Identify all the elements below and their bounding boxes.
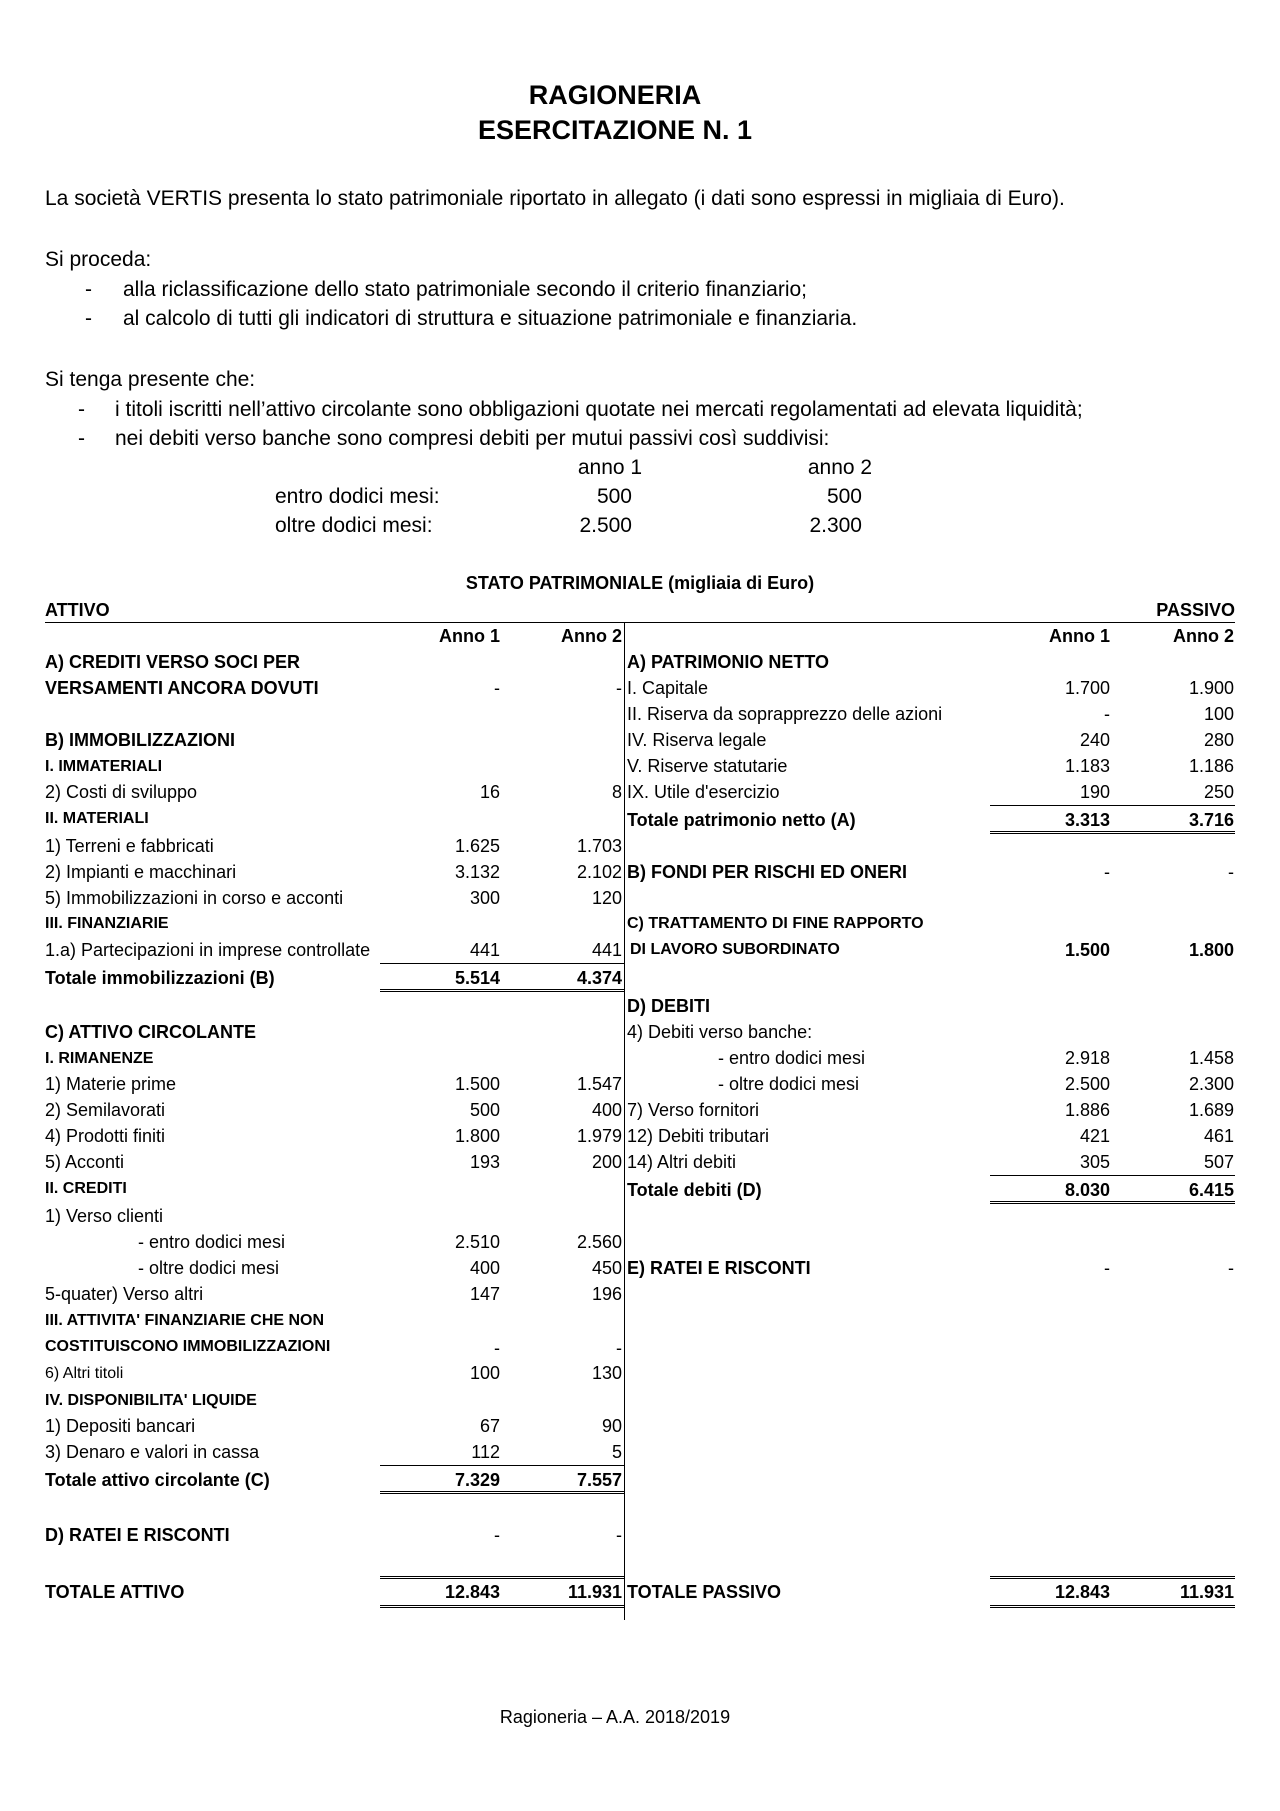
attivo-subtitle: IV. DISPONIBILITA' LIQUIDE — [45, 1392, 257, 1409]
bullet-dash: - — [78, 398, 85, 421]
passivo-value: - — [1104, 1258, 1110, 1278]
attivo-row-label: 5) Acconti — [45, 1152, 125, 1172]
passivo-value: 240 — [1079, 730, 1110, 750]
attivo-value: 1.547 — [576, 1074, 622, 1094]
attivo-value: - — [494, 1338, 500, 1358]
passivo-c-title: C) TRATTAMENTO DI FINE RAPPORTO — [627, 915, 924, 932]
attivo-value: 300 — [469, 888, 500, 908]
total-rule — [380, 1491, 624, 1494]
attivo-value: 120 — [591, 888, 622, 908]
passivo-value: 250 — [1203, 782, 1234, 802]
attivo-subtitle: II. MATERIALI — [45, 810, 149, 827]
attivo-value: 196 — [591, 1284, 622, 1304]
attivo-value: 16 — [479, 782, 500, 802]
passivo-value: 1.800 — [1188, 940, 1234, 960]
attivo-subtitle: III. FINANZIARIE — [45, 915, 169, 932]
passivo-row-label: - oltre dodici mesi — [718, 1074, 860, 1094]
attivo-total-label: Totale attivo circolante (C) — [45, 1470, 270, 1490]
passivo-d-title: D) DEBITI — [627, 996, 710, 1016]
attivo-value: 500 — [469, 1100, 500, 1120]
attivo-row-label: 1.a) Partecipazioni in imprese controllate — [45, 940, 371, 960]
totale-passivo-label: TOTALE PASSIVO — [627, 1582, 782, 1602]
attivo-value: 67 — [479, 1416, 500, 1436]
attivo-value: 400 — [591, 1100, 622, 1120]
passivo-total-value: 3.313 — [1064, 810, 1110, 830]
attivo-total-value: 7.557 — [576, 1470, 622, 1490]
passivo-value: 1.186 — [1188, 756, 1234, 776]
passivo-total-label: Totale debiti (D) — [627, 1180, 762, 1200]
intro-text: La società VERTIS presenta lo stato patrimoniale riportato in allegato (i dati sono espressi in migliaia di Euro). — [45, 187, 1065, 210]
attivo-year2-header: Anno 2 — [561, 626, 622, 646]
passivo-total-value: 6.415 — [1188, 1180, 1234, 1200]
mutui-value: 2.300 — [809, 514, 862, 537]
mutui-value: 2.500 — [579, 514, 632, 537]
doc-title: RAGIONERIA — [528, 80, 702, 110]
mutui-row-label: entro dodici mesi: — [275, 485, 440, 508]
task-lead: Si proceda: — [45, 248, 152, 271]
totale-passivo-value: 11.931 — [1179, 1582, 1234, 1602]
grand-total-rule-bottom — [380, 1605, 624, 1608]
passivo-row-label: IV. Riserva legale — [627, 730, 767, 750]
attivo-subtitle: I. RIMANENZE — [45, 1050, 154, 1067]
attivo-value: 1.625 — [454, 836, 500, 856]
passivo-row-label: V. Riserve statutarie — [627, 756, 788, 776]
attivo-total-value: 4.374 — [576, 968, 622, 988]
attivo-row-label: 2) Semilavorati — [45, 1100, 166, 1120]
passivo-value: 507 — [1203, 1152, 1234, 1172]
passivo-value: 1.900 — [1188, 678, 1234, 698]
passivo-year2-header: Anno 2 — [1173, 626, 1234, 646]
attivo-value: 2.560 — [576, 1232, 622, 1252]
passivo-value: 190 — [1079, 782, 1110, 802]
passivo-e-label: E) RATEI E RISCONTI — [627, 1258, 811, 1278]
attivo-total-value: 5.514 — [454, 968, 500, 988]
attivo-row-label: 5-quater) Verso altri — [45, 1284, 204, 1304]
attivo-row-label: - entro dodici mesi — [138, 1232, 286, 1252]
attivo-value: 1.703 — [576, 836, 622, 856]
attivo-b-title: B) IMMOBILIZZAZIONI — [45, 730, 235, 750]
bullet-dash: - — [85, 307, 92, 330]
subtotal-rule — [380, 963, 624, 964]
attivo-subtitle: III. ATTIVITA' FINANZIARIE CHE NON — [45, 1312, 325, 1329]
grand-total-rule-top — [380, 1576, 624, 1579]
passivo-value: 2.300 — [1188, 1074, 1234, 1094]
total-rule — [990, 831, 1235, 834]
notes-lead: Si tenga presente che: — [45, 368, 256, 391]
attivo-value: 400 — [469, 1258, 500, 1278]
attivo-value: 8 — [611, 782, 622, 802]
passivo-value: - — [1228, 1258, 1234, 1278]
attivo-row-label: 1) Verso clienti — [45, 1206, 164, 1226]
attivo-row-label: 2) Impianti e macchinari — [45, 862, 237, 882]
sp-title: STATO PATRIMONIALE (migliaia di Euro) — [465, 573, 815, 593]
notes-bullet: nei debiti verso banche sono compresi debiti per mutui passivi così suddivisi: — [115, 427, 830, 450]
passivo-value: 421 — [1079, 1126, 1110, 1146]
attivo-value: 147 — [469, 1284, 500, 1304]
attivo-value: 441 — [469, 940, 500, 960]
notes-bullet: i titoli iscritti nell’attivo circolante sono obbligazioni quotate nei mercati regolamentati ad elevata liquidità; — [115, 398, 1083, 421]
passivo-row-label: 7) Verso fornitori — [627, 1100, 760, 1120]
mutui-col2: anno 2 — [807, 456, 873, 479]
passivo-value: 1.458 — [1188, 1048, 1234, 1068]
passivo-value: 1.886 — [1064, 1100, 1110, 1120]
bullet-dash: - — [78, 427, 85, 450]
passivo-b-label: B) FONDI PER RISCHI ED ONERI — [627, 862, 908, 882]
passivo-row-label: - entro dodici mesi — [718, 1048, 866, 1068]
passivo-label: PASSIVO — [1156, 600, 1235, 620]
attivo-row-label: 1) Terreni e fabbricati — [45, 836, 214, 856]
totale-attivo-value: 12.843 — [444, 1582, 500, 1602]
passivo-total-label: Totale patrimonio netto (A) — [627, 810, 856, 830]
passivo-c-title: DI LAVORO SUBORDINATO — [630, 941, 840, 958]
attivo-value: 2.102 — [576, 862, 622, 882]
attivo-row-label: 6) Altri titoli — [45, 1365, 124, 1382]
attivo-value: - — [616, 678, 622, 698]
passivo-value: - — [1104, 704, 1110, 724]
mutui-value: 500 — [596, 485, 632, 508]
passivo-value: - — [1228, 862, 1234, 882]
attivo-value: 3.132 — [454, 862, 500, 882]
attivo-year1-header: Anno 1 — [439, 626, 500, 646]
total-rule — [990, 1201, 1235, 1204]
header-rule — [45, 622, 1235, 623]
passivo-total-value: 8.030 — [1064, 1180, 1110, 1200]
attivo-value: 130 — [591, 1363, 622, 1383]
attivo-value: 2.510 — [454, 1232, 500, 1252]
attivo-c-title: C) ATTIVO CIRCOLANTE — [45, 1022, 256, 1042]
passivo-row-label: 4) Debiti verso banche: — [627, 1022, 813, 1042]
attivo-value: 1.979 — [576, 1126, 622, 1146]
mutui-value: 500 — [826, 485, 862, 508]
attivo-value: 90 — [601, 1416, 622, 1436]
totale-attivo-value: 11.931 — [567, 1582, 622, 1602]
passivo-value: 461 — [1203, 1126, 1234, 1146]
doc-subtitle: ESERCITAZIONE N. 1 — [477, 115, 753, 145]
attivo-a-title: A) CREDITI VERSO SOCI PER — [45, 652, 301, 672]
attivo-value: 1.800 — [454, 1126, 500, 1146]
passivo-value: 1.500 — [1064, 940, 1110, 960]
subtotal-rule — [380, 1465, 624, 1466]
attivo-d-label: D) RATEI E RISCONTI — [45, 1525, 230, 1545]
passivo-value: 280 — [1203, 730, 1234, 750]
mutui-col1: anno 1 — [577, 456, 643, 479]
attivo-value: 193 — [469, 1152, 500, 1172]
passivo-value: 1.689 — [1188, 1100, 1234, 1120]
passivo-year1-header: Anno 1 — [1049, 626, 1110, 646]
attivo-row-label: 5) Immobilizzazioni in corso e acconti — [45, 888, 344, 908]
mutui-row-label: oltre dodici mesi: — [275, 514, 433, 537]
attivo-total-label: Totale immobilizzazioni (B) — [45, 968, 275, 988]
passivo-row-label: IX. Utile d'esercizio — [627, 782, 780, 802]
attivo-value: - — [616, 1525, 622, 1545]
attivo-value: 450 — [591, 1258, 622, 1278]
passivo-value: 1.183 — [1064, 756, 1110, 776]
attivo-row-label: 4) Prodotti finiti — [45, 1126, 166, 1146]
attivo-row-label: 3) Denaro e valori in cassa — [45, 1442, 260, 1462]
passivo-value: 1.700 — [1064, 678, 1110, 698]
subtotal-rule — [990, 1175, 1235, 1176]
attivo-value: - — [494, 1525, 500, 1545]
passivo-value: 2.918 — [1064, 1048, 1110, 1068]
attivo-subtitle: II. CREDITI — [45, 1180, 127, 1197]
passivo-row-label: 12) Debiti tributari — [627, 1126, 770, 1146]
attivo-value: 100 — [469, 1363, 500, 1383]
totale-passivo-value: 12.843 — [1054, 1582, 1110, 1602]
attivo-value: 5 — [611, 1442, 622, 1462]
column-divider — [624, 622, 625, 1620]
task-bullet: al calcolo di tutti gli indicatori di struttura e situazione patrimoniale e finanziaria. — [123, 307, 858, 330]
passivo-value: 305 — [1079, 1152, 1110, 1172]
page-footer: Ragioneria – A.A. 2018/2019 — [499, 1707, 731, 1727]
attivo-a-title: VERSAMENTI ANCORA DOVUTI — [45, 678, 319, 698]
passivo-value: 2.500 — [1064, 1074, 1110, 1094]
attivo-row-label: 1) Depositi bancari — [45, 1416, 196, 1436]
attivo-value: 1.500 — [454, 1074, 500, 1094]
passivo-row-label: II. Riserva da soprapprezzo delle azioni — [627, 704, 943, 724]
grand-total-rule-bottom — [990, 1605, 1235, 1608]
passivo-value: - — [1104, 862, 1110, 882]
passivo-value: 100 — [1203, 704, 1234, 724]
passivo-a-title: A) PATRIMONIO NETTO — [627, 652, 829, 672]
passivo-row-label: I. Capitale — [627, 678, 709, 698]
bullet-dash: - — [85, 278, 92, 301]
attivo-subtitle: I. IMMATERIALI — [45, 758, 163, 775]
passivo-total-value: 3.716 — [1188, 810, 1234, 830]
attivo-value: - — [616, 1338, 622, 1358]
attivo-subtitle: COSTITUISCONO IMMOBILIZZAZIONI — [45, 1338, 331, 1355]
attivo-value: 200 — [591, 1152, 622, 1172]
attivo-row-label: - oltre dodici mesi — [138, 1258, 280, 1278]
total-rule — [380, 989, 624, 992]
attivo-value: 112 — [471, 1442, 500, 1462]
attivo-label: ATTIVO — [45, 600, 110, 620]
attivo-row-label: 1) Materie prime — [45, 1074, 177, 1094]
passivo-row-label: 14) Altri debiti — [627, 1152, 737, 1172]
grand-total-rule-top — [990, 1576, 1235, 1579]
attivo-total-value: 7.329 — [454, 1470, 500, 1490]
task-bullet: alla riclassificazione dello stato patrimoniale secondo il criterio finanziario; — [123, 278, 807, 301]
subtotal-rule — [990, 805, 1235, 806]
attivo-row-label: 2) Costi di sviluppo — [45, 782, 198, 802]
totale-attivo-label: TOTALE ATTIVO — [45, 1582, 185, 1602]
attivo-value: - — [494, 678, 500, 698]
attivo-value: 441 — [591, 940, 622, 960]
